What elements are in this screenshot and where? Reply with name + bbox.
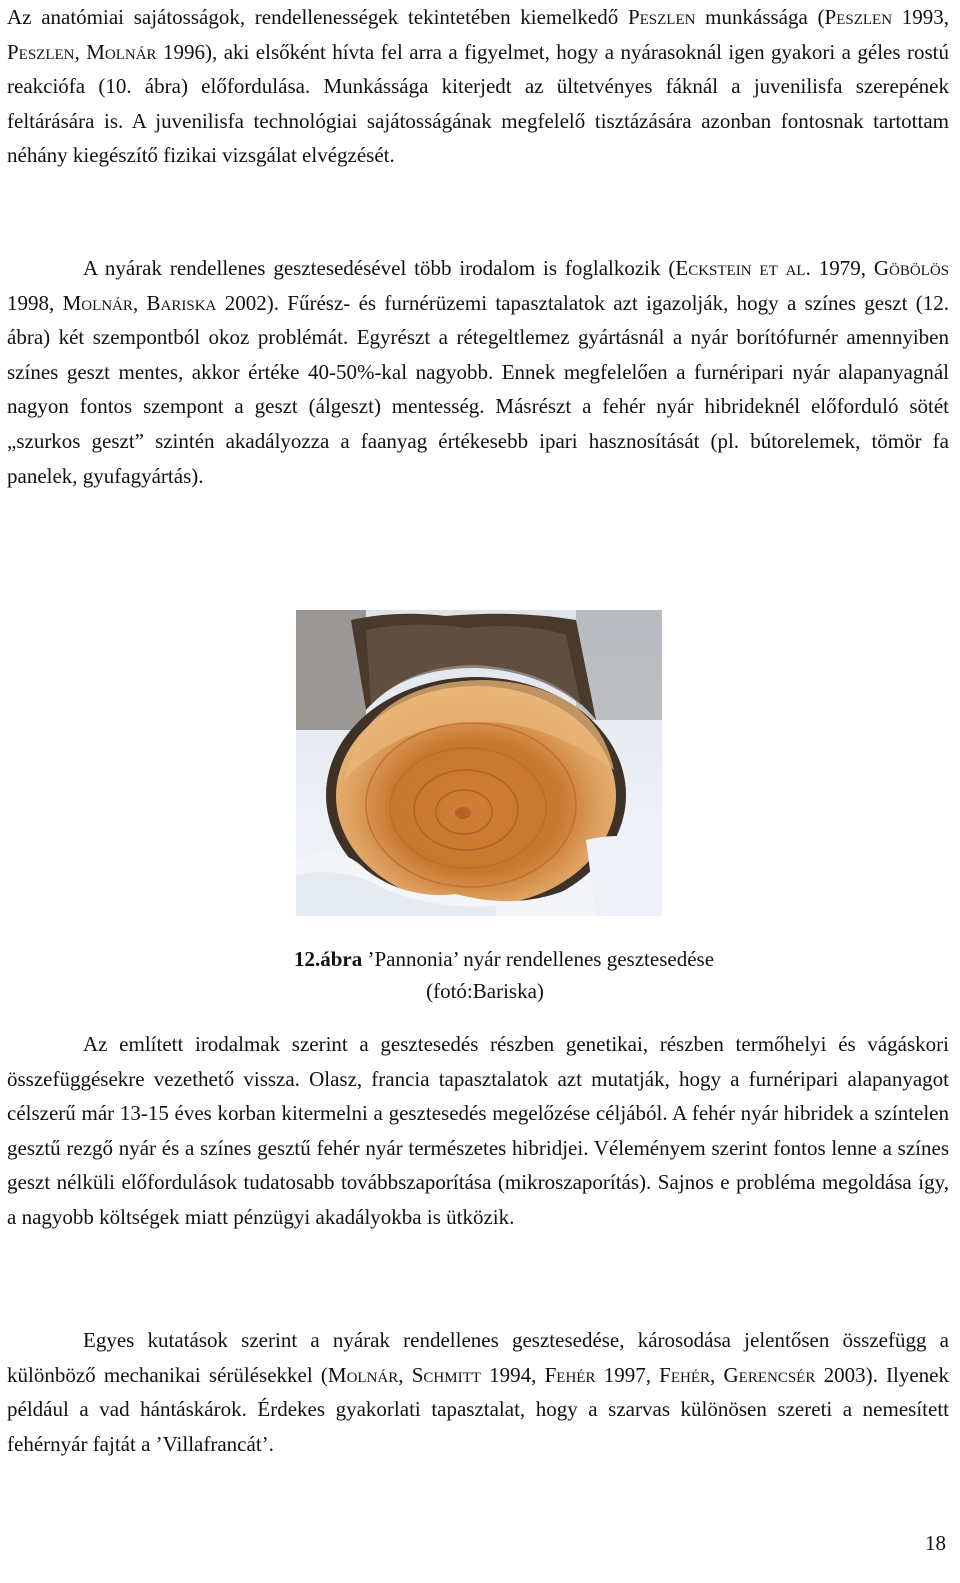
figure-caption (0, 944, 960, 974)
text-segment: Az anatómiai sajátosságok, rendellenességek tekintetében kiemelkedő (7, 5, 628, 29)
text-segment: , (132, 290, 147, 315)
text-segment: 1996), aki elsőként hívta fel arra a figyelmet, hogy a nyárasoknál igen gyakori a géles rostú reakciófa (10. ábra) előfordulása. Munkássága kiterjedt az ültetvényes fáknál a juvenilisfa szerepének feltárására is. A juvenilisfa technológiai sajátosságának megfelelő tisztázására azonban fontosnak tartottam néhány kiegészítő fizikai vizsgálat elvégzését. (7, 39, 950, 168)
paragraph-heartwood-causes (7, 1027, 949, 1235)
paragraph-heartwood-literature (7, 251, 949, 493)
text-segment: A nyárak rendellenes gesztesedésével több irodalom is foglalkozik ( (83, 256, 676, 280)
log-cross-section-photo (296, 610, 662, 916)
text-segment: 1993, (892, 5, 950, 29)
author-name: Molnár (86, 39, 157, 64)
text-segment: 1997, (595, 1362, 660, 1387)
paragraph-anatomy (7, 0, 949, 173)
author-name: Bariska (146, 290, 217, 315)
text-segment: 1998, (7, 290, 63, 315)
text-segment: 2002). Fűrész- és furnérüzemi tapasztalatok azt igazolják, hogy a színes geszt (12. ábra) két szempontból okoz problémát. Egyrészt a rétegeltlemez gyártásnál a nyár borítófurnér amennyiben színes geszt mentes, akkor értéke 40-50%-kal nagyobb. Ennek megfelelően a furnéripari nyár alapanyagnál nagyon fontos szempont a geszt (álgeszt) mentesség. Másrészt a fehér nyár hibrideknél előforduló sötét „szurkos geszt” szintén akadályozza a faanyag értékesebb ipari hasznosítását (pl. bútorelemek, tömör fa panelek, gyufagyártás). (7, 290, 950, 488)
paragraph-mechanical-damage (7, 1323, 949, 1461)
text-segment: , (398, 1362, 412, 1387)
author-name: Peszlen (627, 5, 696, 29)
author-name: Eckstein et al (675, 256, 806, 280)
author-name: Fehér (544, 1362, 596, 1387)
text-segment: munkássága ( (695, 5, 825, 29)
text-segment: , (710, 1362, 724, 1387)
figure-caption-text: ’Pannonia’ nyár rendellenes gesztesedése (362, 947, 715, 971)
author-name: Peszlen (824, 5, 893, 29)
author-name: Gerencsér (723, 1362, 816, 1387)
text-segment: , (74, 39, 87, 64)
author-name: Molnár (327, 1362, 399, 1387)
figure-credit: (fotó:Bariska) (426, 979, 544, 1003)
text-segment: 2003). Ilyenek például a vad hántáskárok. Érdekes gyakorlati tapasztalat, hogy a szarvas különösen szereti a nemesített fehérnyár fajtát a ’Villafrancát’. (7, 1362, 950, 1456)
text-segment: 1994, (480, 1362, 545, 1387)
text-segment: Egyes kutatások szerint a nyárak rendellenes gesztesedése, károsodása jelentősen összefügg a különböző mechanikai sérülésekkel ( (7, 1328, 949, 1387)
text-segment: Az említett irodalmak szerint a gesztesedés részben genetikai, részben termőhelyi és vágáskori összefüggésekre vezethető vissza. Olasz, francia tapasztalatok azt mutatják, hogy a furnéripari alapanyagot célszerű már 13-15 éves korban kitermelni a gesztesedés megelőzése céljából. A fehér nyár hibridek a színtelen gesztű rezgő nyár és a színes gesztű fehér nyár természetes hibridjei. Véleményem szerint fontos lenne a színes geszt nélküli előfordulások tudatosabb továbbszaporítása (mikroszaporítás). Sajnos e probléma megoldása így, a nagyobb költségek miatt pénzügyi akadályokba is ütközik. (7, 1032, 949, 1229)
text-segment: . 1979, (805, 256, 874, 280)
page-number: 18 (925, 1531, 946, 1555)
author-name: Molnár (62, 290, 133, 315)
author-name: Göbölös (873, 256, 950, 280)
author-name: Fehér (659, 1362, 711, 1387)
figure-label: 12.ábra (293, 947, 363, 971)
author-name: Schmitt (411, 1362, 481, 1387)
author-name: Peszlen (7, 39, 75, 64)
